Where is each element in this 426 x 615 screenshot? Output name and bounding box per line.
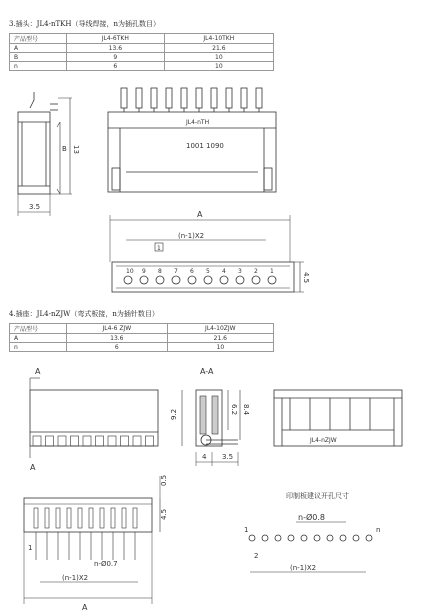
dim-3-5b: 3.5 [222, 453, 234, 461]
dim-13: 13 [72, 145, 80, 154]
pcb-holes [249, 535, 372, 541]
plug-front-view [108, 88, 276, 192]
dim-1b: 1 [28, 544, 33, 552]
pcb-hole [262, 535, 268, 541]
table-header-cell: JL4-10ZJW [167, 324, 273, 334]
table-header-row [10, 34, 274, 44]
pcb-hole [340, 535, 346, 541]
dim-9-2: 9.2 [170, 408, 178, 420]
dim-A-b: A [82, 603, 88, 612]
section4-title: 4.插座：JL4-nZJW（弯式板接，n为插针数目） [9, 310, 159, 318]
table-cell: n [10, 343, 67, 352]
pcb-1-label: 1 [244, 526, 249, 534]
pin-body [34, 508, 38, 528]
dim-1: 1 [157, 245, 161, 252]
pin-body [133, 508, 137, 528]
wire-terminal [181, 88, 187, 108]
socket-side-label: JL4-nZJW [310, 437, 337, 444]
pin-number: 8 [158, 268, 162, 275]
pin-number: 10 [126, 268, 134, 275]
plug-holes [124, 268, 276, 284]
dim-0-5: 0.5 [160, 474, 168, 486]
socket-side-view [274, 390, 402, 446]
pin-number: 2 [254, 268, 258, 275]
hole [188, 276, 196, 284]
table-cell: 6 [67, 343, 168, 352]
section3-title: 3.插头：JL4-nTKH（导线焊接，n为插孔数目） [9, 20, 160, 28]
pin-body [122, 508, 126, 528]
pin-body [78, 508, 82, 528]
table-cell: 10 [164, 62, 273, 71]
pin-number: 7 [174, 268, 178, 275]
contact-tooth [46, 436, 54, 446]
pin-body [56, 508, 60, 528]
pin-number: 1 [270, 268, 274, 275]
table-row [10, 44, 274, 53]
wire-terminal [151, 88, 157, 108]
socket-front-teeth [33, 436, 154, 446]
plug-mark-label: 1001 1090 [186, 142, 224, 150]
pcb-title: 印制板建议开孔尺寸 [286, 492, 349, 500]
hole [204, 276, 212, 284]
dim-pin: n-Ø0.7 [94, 560, 118, 568]
view-AA-label: A-A [200, 367, 214, 376]
hole [124, 276, 132, 284]
pcb-hole [327, 535, 333, 541]
hole [140, 276, 148, 284]
pcb-n-label: n [376, 526, 381, 534]
table-cell: 10 [167, 343, 273, 352]
dim-8-4: 8.4 [242, 404, 250, 416]
wire-terminal [196, 88, 202, 108]
pin-body [100, 508, 104, 528]
pin-body [111, 508, 115, 528]
dim-4: 4 [202, 453, 207, 461]
table-row [10, 53, 274, 62]
table-cell: n [10, 62, 67, 71]
plug-body-label: JL4-nTH [186, 119, 210, 126]
wire-terminal [166, 88, 172, 108]
pin-body [89, 508, 93, 528]
table-header-cell: 产品型号 [10, 324, 67, 334]
table-row [10, 343, 274, 352]
view-A-bottom-label: A [30, 463, 36, 472]
pcb-hole [288, 535, 294, 541]
pcb-hole [314, 535, 320, 541]
table-cell: 21.6 [164, 44, 273, 53]
pin-number: 9 [142, 268, 146, 275]
plug-wires [121, 88, 262, 112]
pcb-pitch-label: (n-1)X2 [290, 564, 317, 572]
section3-spec-table [9, 33, 274, 71]
table-row [10, 62, 274, 71]
socket-drawing [0, 360, 426, 615]
table-cell: A [10, 44, 67, 53]
dim-6-2: 6.2 [230, 404, 238, 416]
pcb-hole-pattern [244, 491, 380, 572]
table-cell: 10 [164, 53, 273, 62]
wire-terminal [121, 88, 127, 108]
table-cell: A [10, 334, 67, 343]
wire-terminal [226, 88, 232, 108]
table-header-cell: 产品型号 [10, 34, 67, 44]
view-A-label: A [35, 367, 41, 376]
table-cell: 6 [67, 62, 165, 71]
pcb-hole [353, 535, 359, 541]
table-cell: 9 [67, 53, 165, 62]
hole [156, 276, 164, 284]
dim-B: B [62, 145, 67, 153]
pcb-2-label: 2 [254, 552, 259, 560]
hole [220, 276, 228, 284]
pin-body [67, 508, 71, 528]
pcb-hole [301, 535, 307, 541]
table-header-cell: JL4-10TKH [164, 34, 273, 44]
contact-tooth [96, 436, 104, 446]
hole [236, 276, 244, 284]
dim-pitch-b: (n-1)X2 [62, 574, 89, 582]
section4-spec-table [9, 323, 274, 352]
table-cell: 13.6 [67, 44, 165, 53]
wire-terminal [136, 88, 142, 108]
pin-number: 3 [238, 268, 242, 275]
table-cell: B [10, 53, 67, 62]
table-header-cell: JL4-6 ZJW [67, 324, 168, 334]
table-header-cell: JL4-6TKH [67, 34, 165, 44]
pcb-hole [366, 535, 372, 541]
contact-tooth [71, 436, 79, 446]
plug-drawing [0, 80, 426, 300]
pin-number: 4 [222, 268, 226, 275]
hole [268, 276, 276, 284]
hole [252, 276, 260, 284]
wire-terminal [241, 88, 247, 108]
contact-tooth [108, 436, 116, 446]
pin-number: 5 [206, 268, 210, 275]
wire-terminal [256, 88, 262, 108]
plug-bottom-view [110, 210, 310, 292]
contact-tooth [33, 436, 41, 446]
socket-front-view [30, 367, 158, 472]
socket-bottom-view [24, 475, 168, 612]
dim-pitch: (n-1)X2 [178, 232, 205, 240]
socket-pins [34, 508, 137, 560]
table-cell: 21.6 [167, 334, 273, 343]
pin-body [45, 508, 49, 528]
hole [172, 276, 180, 284]
dim-4-5b: 4.5 [160, 508, 168, 520]
socket-section-view [170, 367, 250, 466]
wire-terminal [211, 88, 217, 108]
contact-tooth [146, 436, 154, 446]
pcb-hole [275, 535, 281, 541]
dim-A: A [197, 210, 203, 219]
dim-3-5: 3.5 [29, 203, 41, 211]
contact-tooth [133, 436, 141, 446]
dim-4-5: 4.5 [302, 272, 310, 284]
contact-tooth [121, 436, 129, 446]
table-row [10, 334, 274, 343]
plug-side-view [18, 92, 80, 216]
contact-tooth [58, 436, 66, 446]
contact-tooth [83, 436, 91, 446]
pin-number: 6 [190, 268, 194, 275]
pcb-holes-label: n-Ø0.8 [298, 513, 325, 522]
table-header-row [10, 324, 274, 334]
pcb-hole [249, 535, 255, 541]
table-cell: 13.6 [67, 334, 168, 343]
